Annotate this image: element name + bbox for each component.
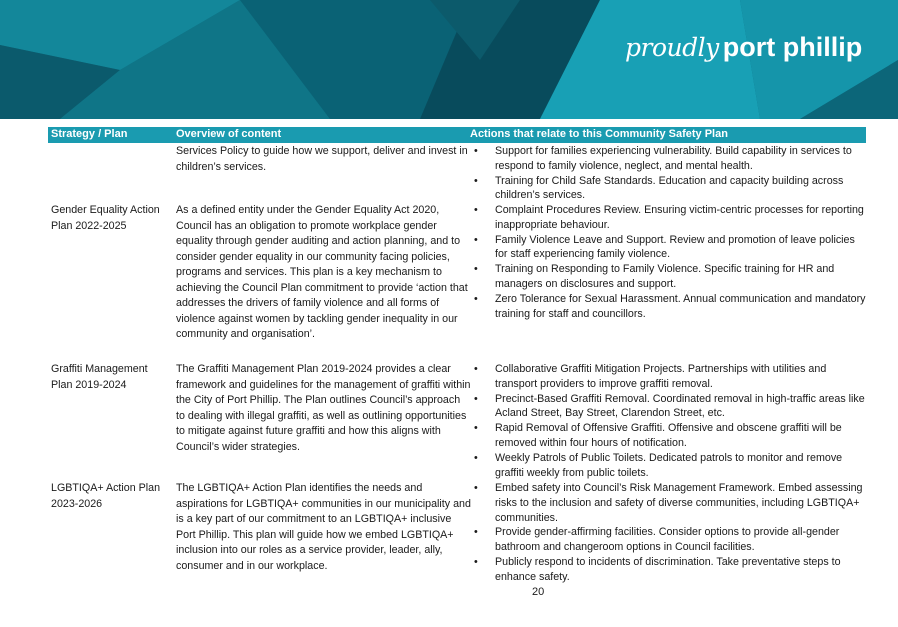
action-item: • Zero Tolerance for Sexual Harassment. Annual communication and mandatory training for staff and councillors.	[470, 292, 870, 322]
proudly-port-phillip-logo	[625, 32, 862, 63]
plan-overview: As a defined entity under the Gender Equality Act 2020, Council has an obligation to promote workplace gender equality through gender auditing and action planning, and to consider gender equality in our community facing policies, programs and services. This plan is a key mechanism to achieving the Council Plan commitment to provide ‘action that addresses the drivers of family violence and all forms of violence against women by tackling gender inequality in our community and organisation’.	[176, 204, 468, 340]
action-item: • Provide gender-affirming facilities. Consider options to provide all-gender bathroom and changeroom options in Council facilities.	[470, 525, 870, 555]
action-item: • Publicly respond to incidents of discrimination. Take preventative steps to enhance safety.	[470, 555, 870, 585]
plan-name: LGBTIQA+ Action Plan 2023-2026	[51, 482, 161, 510]
actions-list	[470, 203, 870, 321]
action-item: • Family Violence Leave and Support. Review and promotion of leave policies for staff experiencing family violence.	[470, 233, 870, 263]
actions-list	[470, 362, 870, 480]
plan-overview: The LGBTIQA+ Action Plan identifies the needs and aspirations for LGBTIQA+ communities in our municipality and is a key part of our commitment to an LGBTIQA+ inclusive Port Phillip. This plan will guide how we embed LGBTIQA+ inclusion into our roles as a service provider, leader, ally, consumer and in our workplace.	[176, 482, 471, 572]
logo-text: port phillip	[722, 32, 863, 62]
plan-overview: The Graffiti Management Plan 2019-2024 provides a clear framework and guidelines for the management of graffiti within the City of Port Phillip. The Plan outlines Council’s approach to dealing with illegal graffiti, as well as outlining opportunities to mitigate against future graffiti and how this aligns with Council’s wider strategies.	[176, 363, 471, 453]
header-overview: Overview of content	[176, 128, 282, 140]
action-item: • Embed safety into Council’s Risk Management Framework. Embed assessing risks to the inclusion and safety of diverse communities, including LGBTIQA+ communities.	[470, 481, 870, 525]
logo-script: proudly	[625, 33, 719, 62]
action-item: • Training for Child Safe Standards. Education and capacity building across children’s services.	[470, 174, 870, 204]
plan-name: Graffiti Management Plan 2019-2024	[51, 363, 148, 391]
header-actions: Actions that relate to this Community Safety Plan	[470, 128, 728, 140]
action-item: • Complaint Procedures Review. Ensuring victim-centric processes for reporting inappropriate behaviour.	[470, 203, 870, 233]
plan-overview: Services Policy to guide how we support, deliver and invest in children’s services.	[176, 145, 468, 173]
actions-list	[470, 144, 870, 203]
header-strategy-plan: Strategy / Plan	[51, 128, 128, 140]
action-item: • Collaborative Graffiti Mitigation Projects. Partnerships with utilities and transport providers to improve graffiti removal.	[470, 362, 870, 392]
action-item: • Weekly Patrols of Public Toilets. Dedicated patrols to monitor and remove graffiti weekly from public toilets.	[470, 451, 870, 481]
action-item: • Precinct-Based Graffiti Removal. Coordinated removal in high-traffic areas like Acland Street, Bay Street, Clarendon Street, etc.	[470, 392, 870, 422]
header-banner	[0, 0, 898, 119]
action-item: • Rapid Removal of Offensive Graffiti. Offensive and obscene graffiti will be removed within four hours of notification.	[470, 421, 870, 451]
plan-name: Gender Equality Action Plan 2022-2025	[51, 204, 160, 232]
table-header	[48, 127, 866, 143]
actions-list	[470, 481, 870, 585]
action-item: • Support for families experiencing vulnerability. Build capability in services to respond to family violence, neglect, and mental health.	[470, 144, 870, 174]
action-item: • Training on Responding to Family Violence. Specific training for HR and managers on disclosures and support.	[470, 262, 870, 292]
page-number: 20	[532, 586, 545, 598]
